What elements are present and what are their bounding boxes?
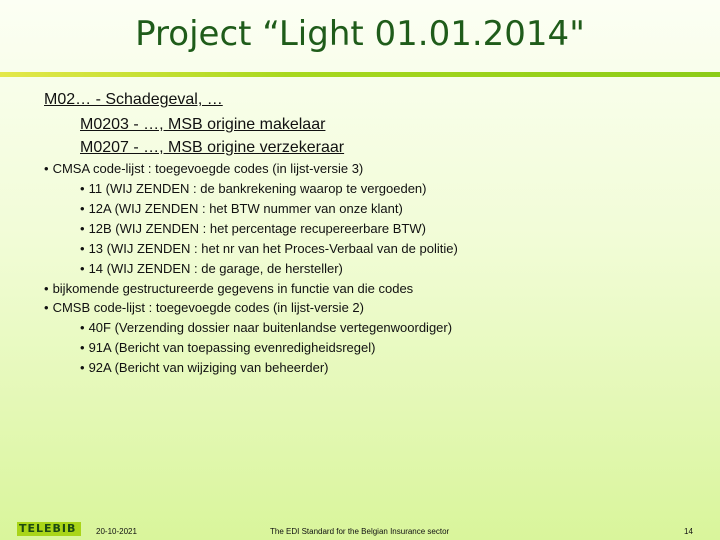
bullet-dot-icon: • — [80, 241, 85, 256]
bullet-item: • 13 (WIJ ZENDEN : het nr van het Proces-Verbaal van de politie) — [80, 241, 458, 256]
bullet-dot-icon: • — [80, 320, 85, 335]
bullet-item: • 40F (Verzending dossier naar buitenlandse vertegenwoordiger) — [80, 320, 453, 335]
bullet-dot-icon: • — [44, 300, 49, 315]
bullet-item: • bijkomende gestructureerde gegevens in functie van die codes — [44, 281, 414, 296]
bullet-dot-icon: • — [44, 161, 49, 176]
bullet-dot-icon: • — [80, 181, 85, 196]
bullet-item: • 91A (Bericht van toepassing evenredigheidsregel) — [80, 340, 376, 355]
heading-line-3: M0207 - …, MSB origine verzekeraar — [80, 139, 345, 156]
footer-date: 20-10-2021 — [96, 527, 137, 536]
bullet-dot-icon: • — [80, 261, 85, 276]
slide-title: Project “Light 01.01.2014" — [135, 14, 585, 54]
telebib-logo: TELEBIB — [17, 522, 81, 536]
bullet-item: • CMSA code-lijst : toegevoegde codes (in lijst-versie 3) — [44, 161, 364, 176]
bullet-item: • 12B (WIJ ZENDEN : het percentage recupereerbare BTW) — [80, 221, 426, 236]
bullet-item: • CMSB code-lijst : toegevoegde codes (in lijst-versie 2) — [44, 300, 364, 315]
bullet-dot-icon: • — [80, 340, 85, 355]
bullet-dot-icon: • — [80, 360, 85, 375]
heading-line-2: M0203 - …, MSB origine makelaar — [80, 116, 326, 133]
bullet-item: • 12A (WIJ ZENDEN : het BTW nummer van onze klant) — [80, 201, 403, 216]
footer-center-text: The EDI Standard for the Belgian Insurance sector — [270, 527, 450, 536]
bullet-dot-icon: • — [80, 201, 85, 216]
heading-line-1: M02… - Schadegeval, … — [44, 91, 223, 108]
page-number: 14 — [684, 527, 693, 536]
bullet-item: • 92A (Bericht van wijziging van beheerder) — [80, 360, 329, 375]
title-rule — [0, 72, 720, 77]
bullet-item: • 14 (WIJ ZENDEN : de garage, de hersteller) — [80, 261, 343, 276]
bullet-dot-icon: • — [44, 281, 49, 296]
bullet-dot-icon: • — [80, 221, 85, 236]
bullet-item: • 11 (WIJ ZENDEN : de bankrekening waarop te vergoeden) — [80, 181, 427, 196]
